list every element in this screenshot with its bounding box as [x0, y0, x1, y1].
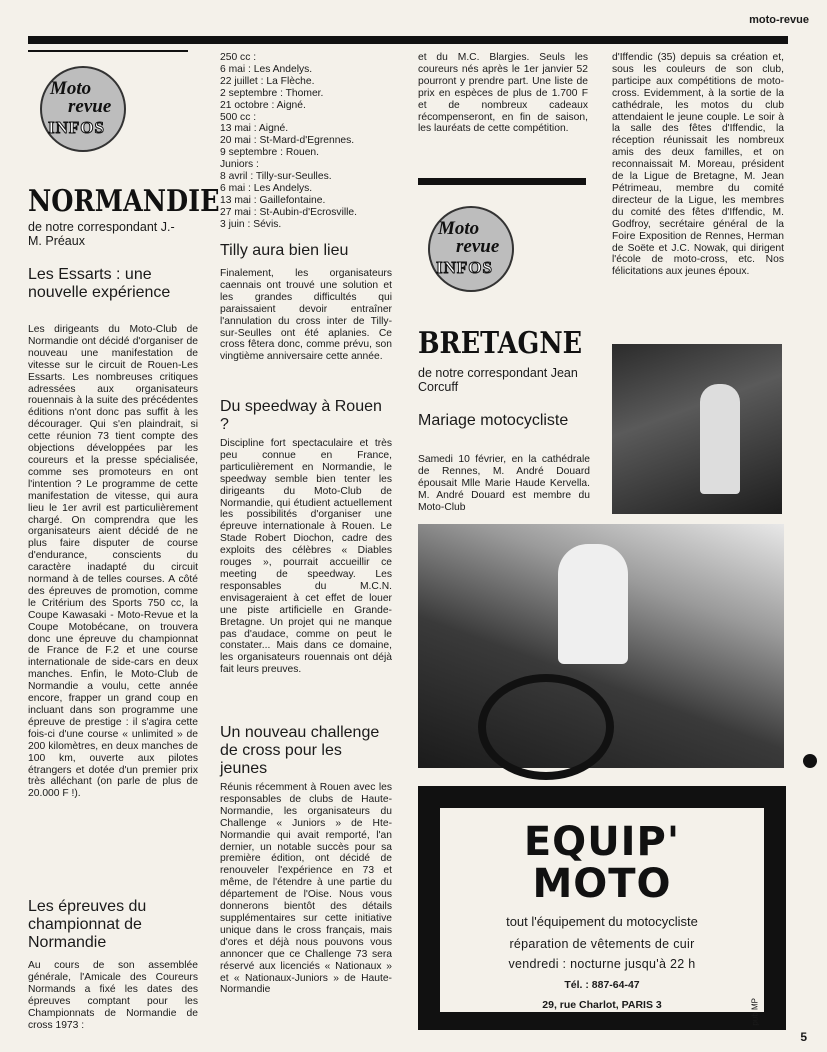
box-rule [28, 50, 188, 52]
logo-infos: INFOS [436, 258, 493, 277]
schedule-line: Juniors : [220, 159, 259, 171]
article-title-mariage: Mariage motocycliste [418, 412, 569, 429]
ad-line-hours: vendredi : nocturne jusqu'à 22 h [508, 957, 696, 971]
article-title-speedway: Du speedway à Rouen ? [220, 398, 382, 433]
correspondent-bretagne: de notre correspondant Jean Corcuff [418, 366, 578, 394]
magazine-header: moto-revue [749, 14, 809, 26]
logo-revue: revue [68, 96, 112, 117]
schedule-line: 13 mai : Gaillefontaine. [220, 194, 326, 206]
region-bretagne: BRETAGNE [418, 326, 583, 361]
schedule-line: 22 juillet : La Flèche. [220, 75, 315, 87]
article-body-tilly: Finalement, les organisateurs caennais ont trouvé une solution et les grandes difficultés qui paraissaient devoir entraîner l'annulation du cross inter de Tilly-sur-Seulles ont été aplanies. Ce cross fêtera donc, comme prévu, son vingtième anniversaire cette année. [220, 268, 392, 363]
article-title-essarts: Les Essarts : une nouvelle expérience [28, 266, 171, 301]
article-title-tilly: Tilly aura bien lieu [220, 242, 349, 259]
schedule-line: 6 mai : Les Andelys. [220, 182, 313, 194]
logo-moto: Moto [438, 218, 480, 239]
schedule-line: 9 septembre : Rouen. [220, 147, 320, 159]
schedule-line: 2 septembre : Thomer. [220, 87, 324, 99]
schedule-line: 8 avril : Tilly-sur-Seulles. [220, 171, 332, 183]
ad-phone: Tél. : 887-64-47 [564, 979, 640, 991]
ad-tagline: tout l'équipement du motocycliste [506, 914, 698, 929]
logo-moto: Moto [50, 78, 92, 99]
wedding-photo [612, 344, 782, 514]
schedule-line: 27 mai : St-Aubin-d'Ecrosville. [220, 206, 358, 218]
schedule-line: 6 mai : Les Andelys. [220, 63, 313, 75]
schedule-line: 21 octobre : Aigné. [220, 99, 306, 111]
schedule-line: 3 juin : Sévis. [220, 218, 282, 230]
moto-revue-infos-logo-2 [428, 206, 514, 292]
article-body-mariage: Samedi 10 février, en la cathédrale de Rennes, M. André Douard épousait Mlle Marie Haude Kervella. M. André Douard est membre du Moto-Club [418, 454, 590, 513]
article-title-challenge: Un nouveau challenge de cross pour les jeunes [220, 724, 380, 777]
bride-figure [700, 384, 740, 494]
logo-revue: revue [456, 236, 500, 257]
article-body-speedway: Discipline fort spectaculaire et très peu connue en France, particulièrement en Normandie, le speedway semble bien tenter les dirigeants du Moto-Club de Normandie, qui étudient actuellement les possibilités d'organiser une épreuve internationale à Rouen. Le Stade Robert Diochon, cadre des exploits des célèbres « Diables rouges », pourrait accueillir ce meeting de speedway. Les responsables du M.C.N. envisageraient à cet effet de louer une piste artificielle en Grande-Bretagne. Un projet qui ne manque pas d'audace, comme on peut le constater... Mais dans ce domaine, les organisateurs rouennais ont déjà fait leurs preuves. [220, 438, 392, 676]
article-body-essarts: Les dirigeants du Moto-Club de Normandie ont décidé d'organiser de nouveau une manifestation de vitesse sur le circuit de Rouen-Les Essarts. Les nombreuses critiques adressées aux organisateurs rouennais à la suite des précédentes éditions n'ont donc pas suffit à les décourager. Qui s'en plaindrait, si cette réunion 73 tient compte des objections développées par les coureurs et la presse spécialisée, comme ses promoteurs en ont l'intention ? Le programme de cette manifestation de vitesse, qui aura lieu le 1er avril est particulièrement chargé. On comprendra que les organisateurs aient décidé de ne plus faire disputer de course d'endurance, conscients du caractère inadapté du circuit normand à de telles courses. A côté des épreuves de promotion, comme le Critérium des Sports 750 cc, la Coupe Kawasaki - Moto-Revue et la Coupe Motobécane, on trouvera donc une épreuve du championnat de France de F.2 et une course internationale de side-cars en deux manches. Enfin, le Moto-Club de Normandie a voulu, cette année encore, frapper un grand coup en incluant dans son programme une épreuve de prestige : il s'agira cette fois-ci d'une course « unlimited » de 200 kilomètres, en deux manches de 100 km, ouverte aux pilotes étrangers et dotée d'un premier prix très alléchant (on parle de plus de 20.000 F !). [28, 324, 198, 800]
article-body-mariage-continued: d'Iffendic (35) depuis sa création et, sous les couleurs de son club, participe aux compétitions de moto-cross. Evidemment, à la sortie de la cathédrale, les motos du club attendaient le jeune couple. Le soir à la salle des fêtes d'Iffendic, la réception réunissait les nombreux amis des deux familles, et on reconnaissait M. Moreau, président de la Ligue de Bretagne, M. Jean Pétrimeau, membre du comité directeur de la Ligue, les membres du comité des fêtes d'Iffendic, M. Godfroy, secrétaire général de la Foire Exposition de Rennes, Herman de Soëte et J.C. Nowak, qui dirigent l'école de moto-cross, etc. Nos félicitations aux jeunes époux. [612, 52, 784, 278]
schedule-line: 250 cc : [220, 52, 257, 63]
correspondent-normandie: de notre correspondant J.-M. Préaux [28, 220, 175, 248]
article-title-championnat: Les épreuves du championnat de Normandie [28, 898, 147, 951]
article-body-championnat: Au cours de son assemblée générale, l'Amicale des Coureurs Normands a fixé les dates des épreuves comptant pour les Championnats de Normandie de cross 1973 : [28, 960, 198, 1031]
top-rule [28, 36, 788, 44]
ad-credit: pub MP [751, 998, 760, 1026]
section-rule [418, 178, 586, 185]
bride-figure [558, 544, 628, 664]
motorcycle-wheel [478, 674, 614, 780]
schedule-line: 500 cc : [220, 111, 257, 123]
page-number: 5 [800, 1030, 807, 1044]
ad-title-moto: MOTO [532, 861, 672, 907]
ad-line-repair: réparation de vêtements de cuir [509, 937, 695, 951]
article-body-challenge: Réunis récemment à Rouen avec les responsables de clubs de Haute-Normandie, les organisateurs du Challenge « Juniors » de Hte-Normandie qui avait remporté, l'an dernier, un notable succès pour sa première édition, ont décidé de renouveler l'expérience en 73 et même, de l'étendre à une partie du département de l'Oise. Nous vous donnerons bientôt des détails supplémentaires sur cette initiative unique dans le cross français, mais d'ores et déjà nous pouvons vous annoncer que ce Challenge 73 sera réservé aux licenciés « Nationaux » et « Nationaux-Juniors » de Haute-Normandie [220, 782, 392, 996]
logo-infos: INFOS [48, 118, 105, 137]
schedule-line: 13 mai : Aigné. [220, 123, 289, 135]
schedule-list [220, 52, 400, 231]
region-normandie: NORMANDIE [28, 184, 220, 219]
ad-address: 29, rue Charlot, PARIS 3 [542, 999, 662, 1011]
schedule-line: 20 mai : St-Mard-d'Egrennes. [220, 135, 355, 147]
continue-arrow-icon [803, 754, 817, 768]
article-body-continued: et du M.C. Blargies. Seuls les coureurs nés après le 1er janvier 52 pourront y prendre part. Une liste de prix en espèces de plus de 1.700 F et de nombreux cadeaux récompenseront, en fin de saison, les lauréats de cette compétition. [418, 52, 588, 135]
wedding-motorcycle-photo [418, 524, 784, 768]
moto-revue-infos-logo [40, 66, 126, 152]
ad-title-equip: EQUIP' [523, 819, 681, 865]
ad-panel [440, 808, 764, 1026]
